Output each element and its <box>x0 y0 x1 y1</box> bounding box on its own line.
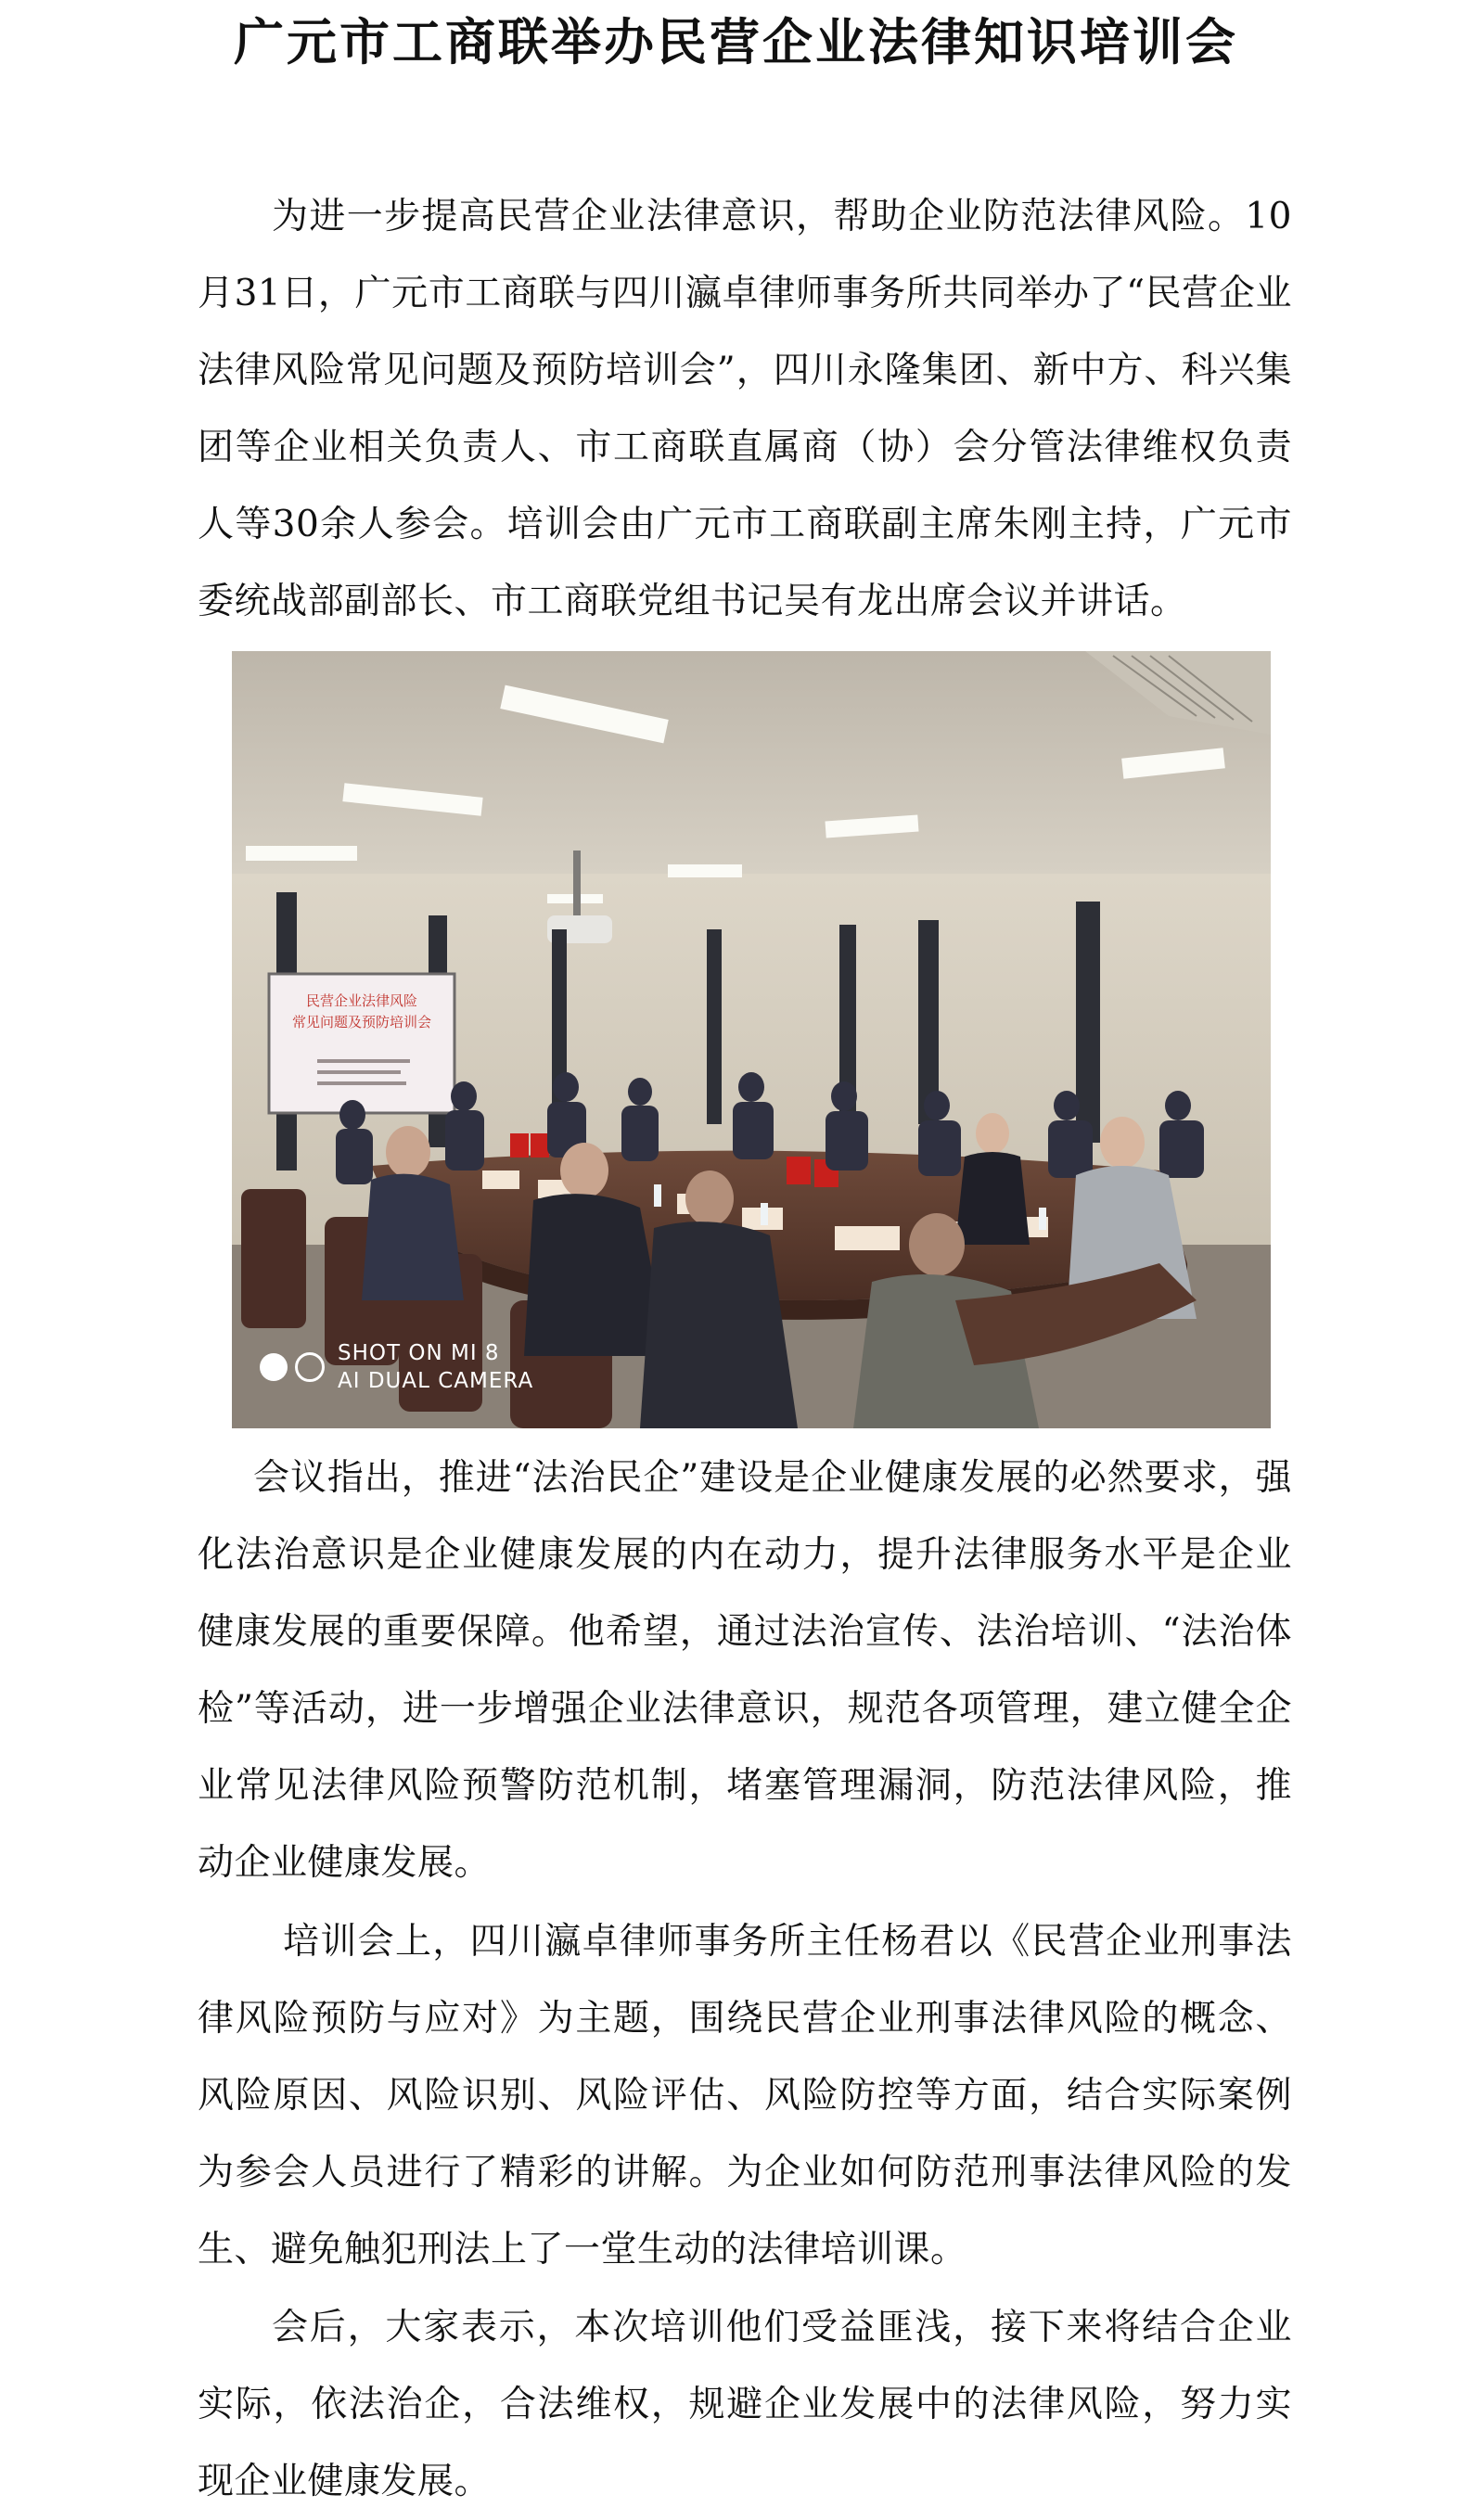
article-paragraph-4: 会后，大家表示，本次培训他们受益匪浅，接下来将结合企业实际，依法治企，合法维权，规避企业发展中的法律风险，努力实现企业健康发展。 <box>198 2307 1292 2502</box>
watermark-line-2: AI DUAL CAMERA <box>338 1369 534 1393</box>
article-title: 广元市工商联举办民营企业法律知识培训会 <box>234 13 1238 71</box>
slide-title-line1: 民营企业法律风险 <box>305 992 418 1009</box>
watermark-ring-icon <box>295 1352 325 1382</box>
article-paragraph-2: 会议指出，推进“法治民企”建设是企业健康发展的必然要求，强化法治意识是企业健康发展的内在动力，提升法律服务水平是企业健康发展的重要保障。他希望，通过法治宣传、法治培训、“法治体检”等活动，进一步增强企业法律意识，规范各项管理，建立健全企业常见法律风险预警防范机制，堵塞管理漏洞，防范法律风险，推动企业健康发展。 <box>198 1457 1292 1884</box>
article-paragraph-3: 培训会上，四川瀛卓律师事务所主任杨君以《民营企业刑事法律风险预防与应对》为主题，围绕民营企业刑事法律风险的概念、风险原因、风险识别、风险评估、风险防控等方面，结合实际案例为参会人员进行了精彩的讲解。为企业如何防范刑事法律风险的发生、避免触犯刑法上了一堂生动的法律培训课。 <box>198 1921 1292 2271</box>
camera-watermark <box>260 1339 533 1395</box>
slide-title-line2: 常见问题及预防培训会 <box>291 1014 432 1030</box>
meeting-photo <box>232 651 1271 1428</box>
watermark-line-1: SHOT ON MI 8 <box>338 1341 500 1365</box>
meeting-scene <box>232 651 1271 1428</box>
watermark-dot-icon <box>260 1353 288 1381</box>
article-paragraph-1: 为进一步提高民营企业法律意识，帮助企业防范法律风险。10月31日，广元市工商联与四川瀛卓律师事务所共同举办了“民营企业法律风险常见问题及预防培训会”，四川永隆集团、新中方、科兴集团等企业相关负责人、市工商联直属商（协）会分管法律维权负责人等30余人参会。培训会由广元市工商联副主席朱刚主持，广元市委统战部副部长、市工商联党组书记吴有龙出席会议并讲话。 <box>198 196 1292 622</box>
